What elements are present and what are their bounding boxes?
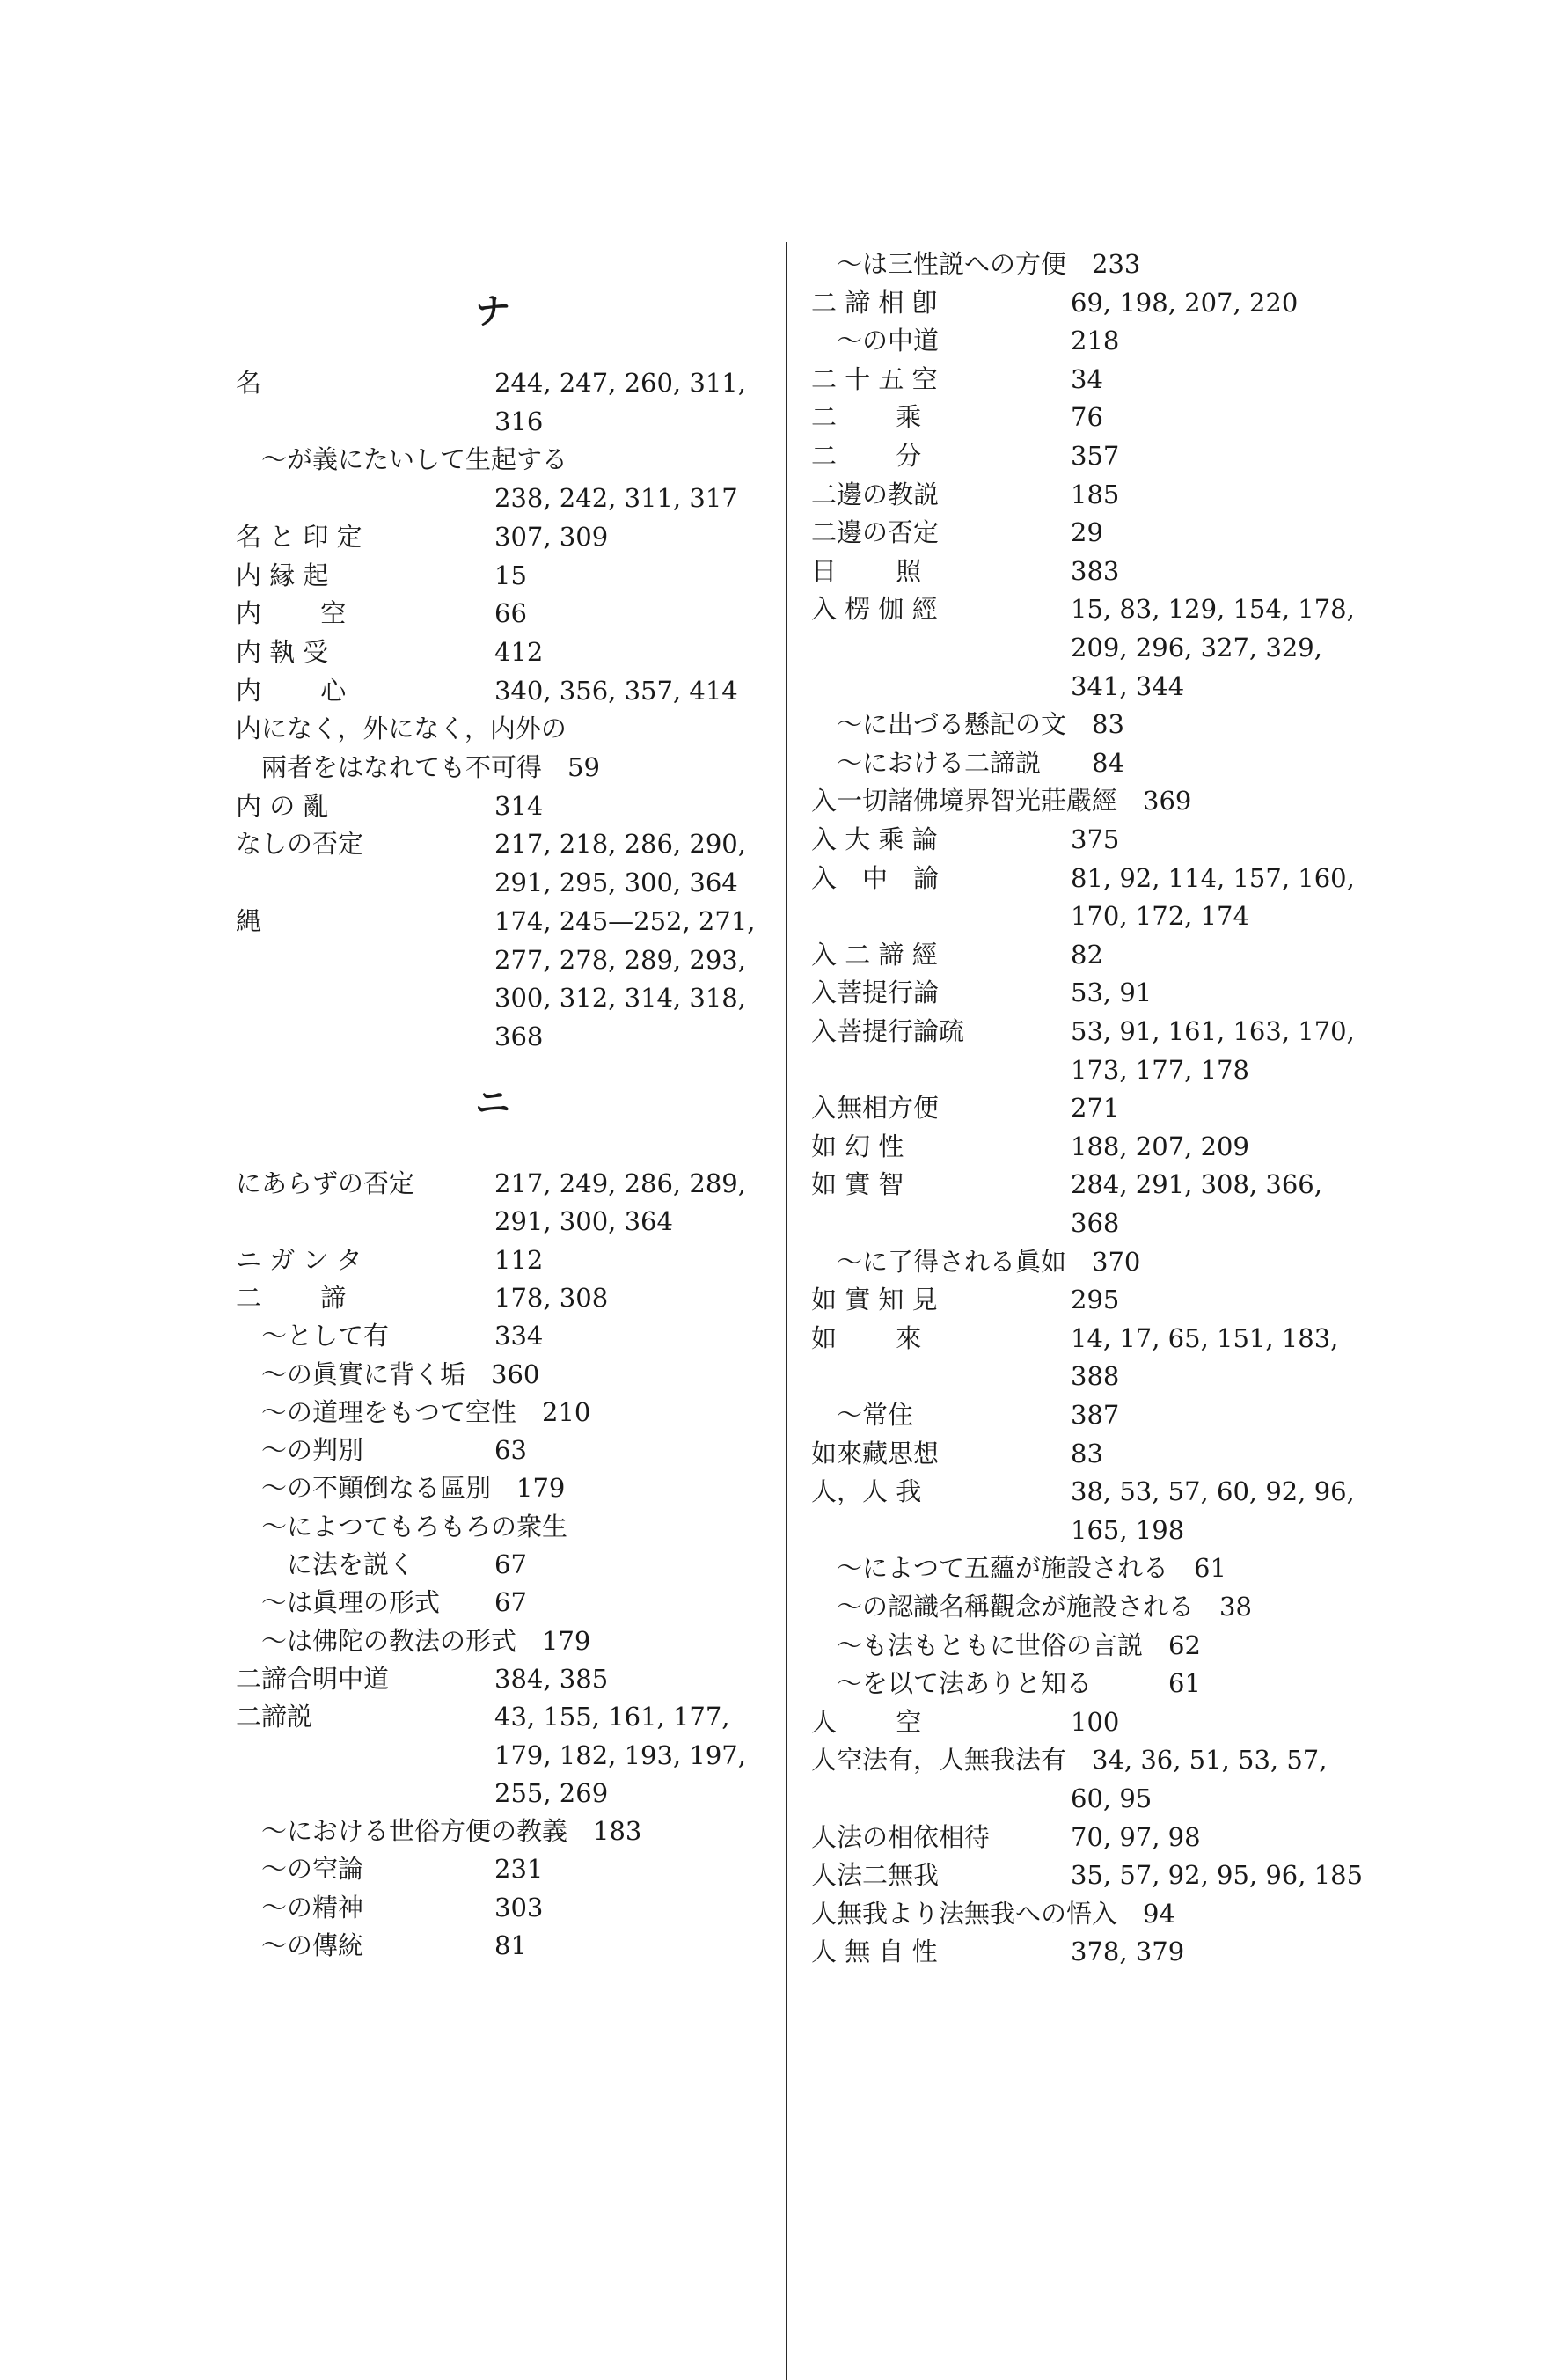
page-numbers: 368 [494, 1021, 544, 1051]
page-numbers: 69, 198, 207, 220 [1071, 287, 1299, 318]
index-term: 縄 [236, 905, 262, 936]
index-term: ～に出づる懸記の文 83 [811, 709, 1124, 740]
index-term: ～の道理をもつて空性 210 [236, 1396, 591, 1427]
page-numbers: 112 [494, 1244, 544, 1275]
page-numbers: 81 [494, 1930, 527, 1960]
index-term: 如 實 智 [811, 1169, 904, 1200]
index-term: 入無相方便 [811, 1093, 940, 1124]
page-numbers: 291, 300, 364 [494, 1206, 673, 1237]
page-numbers: 67 [494, 1549, 527, 1579]
page-numbers: 76 [1071, 402, 1103, 433]
page-numbers: 291, 295, 300, 364 [494, 868, 738, 898]
page-numbers: 53, 91, 161, 163, 170, [1071, 1016, 1355, 1046]
page-numbers: 38, 53, 57, 60, 92, 96, [1071, 1476, 1355, 1507]
index-term: に法を説く [236, 1549, 415, 1579]
index-term: ～によつてもろもろの衆生 [236, 1511, 568, 1542]
page-numbers: 255, 269 [494, 1777, 609, 1808]
section-heading-na: ナ [475, 290, 510, 332]
page-numbers: 231 [494, 1854, 544, 1885]
index-term: 名 [236, 368, 262, 398]
page-numbers: 388 [1071, 1361, 1120, 1392]
page-numbers: 244, 247, 260, 311, [494, 368, 746, 398]
index-term: 入 大 乘 論 [811, 824, 938, 854]
index-term: ～に了得される眞如 370 [811, 1246, 1141, 1277]
page-numbers: 314 [494, 790, 544, 821]
index-term: ～によつて五蘊が施設される 61 [811, 1553, 1226, 1584]
index-term: 二 諦 相 卽 [811, 287, 938, 318]
page-numbers: 387 [1071, 1400, 1120, 1430]
page-numbers: 29 [1071, 517, 1103, 548]
page-numbers: 316 [494, 406, 544, 436]
index-term: ～の中道 [811, 326, 940, 356]
index-term: 二 分 [811, 441, 922, 471]
page-numbers: 100 [1071, 1706, 1120, 1737]
index-term: 人空法有，人無我法有 34, 36, 51, 53, 57, [811, 1745, 1328, 1776]
index-term: 二 諦 [236, 1282, 347, 1313]
page-numbers: 277, 278, 289, 293, [494, 944, 746, 975]
index-term: ～における二諦説 84 [811, 747, 1124, 778]
page-numbers: 300, 312, 314, 318, [494, 983, 746, 1014]
index-term: 内 執 受 [236, 636, 329, 667]
index-term: 二邊の教説 [811, 479, 940, 509]
index-term: 日 照 [811, 555, 922, 586]
page-numbers: 70, 97, 98 [1071, 1821, 1201, 1852]
page-numbers: 384, 385 [494, 1663, 609, 1694]
page-numbers: 174, 245—252, 271, [494, 905, 756, 936]
page-numbers: 412 [494, 636, 544, 667]
index-term: 名 と 印 定 [236, 521, 362, 552]
index-term: ～の傳統 [236, 1930, 364, 1960]
page-numbers: 14, 17, 65, 151, 183, [1071, 1322, 1339, 1353]
index-term: 如 實 知 見 [811, 1285, 938, 1315]
page-numbers: 82 [1071, 939, 1103, 970]
index-term: ～は三性説への方便 233 [811, 249, 1141, 279]
index-term: ～は佛陀の教法の形式 179 [236, 1625, 591, 1656]
page-numbers: 217, 249, 286, 289, [494, 1168, 746, 1198]
page-numbers: 295 [1071, 1285, 1120, 1315]
index-term: 内 縁 起 [236, 560, 329, 590]
index-term: 人 空 [811, 1706, 922, 1737]
index-term: ～の認識名稱觀念が施設される 38 [811, 1592, 1252, 1622]
index-term: ニ ガ ン タ [236, 1244, 362, 1275]
index-term: 入 楞 伽 經 [811, 594, 938, 625]
page-numbers: 53, 91 [1071, 978, 1153, 1008]
page-numbers: 383 [1071, 555, 1120, 586]
page-numbers: 63 [494, 1435, 527, 1466]
index-term: ～が義にたいして生起する [236, 444, 568, 475]
index-term: 二 十 五 空 [811, 363, 938, 394]
index-term: 二諦説 [236, 1702, 313, 1732]
page-numbers: 217, 218, 286, 290, [494, 829, 746, 860]
index-term: 如 幻 性 [811, 1131, 904, 1161]
page-numbers: 334 [494, 1321, 544, 1351]
index-term: 人法二無我 [811, 1860, 940, 1891]
index-term: 二諦合明中道 [236, 1663, 390, 1694]
index-term: 人無我より法無我への悟入 94 [811, 1898, 1175, 1929]
index-term: 二 乘 [811, 402, 922, 433]
index-term: 二邊の否定 [811, 517, 940, 548]
index-term: 内 空 [236, 598, 347, 629]
page-numbers: 60, 95 [1071, 1783, 1153, 1813]
page-numbers: 81, 92, 114, 157, 160, [1071, 862, 1355, 893]
index-term: ～も法もともに世俗の言説 62 [811, 1629, 1201, 1660]
page-numbers: 165, 198 [1071, 1514, 1185, 1545]
index-term: 如來藏思想 [811, 1438, 940, 1468]
page-numbers: 67 [494, 1587, 527, 1618]
page-numbers: 375 [1071, 824, 1120, 854]
index-term: ～常住 [811, 1400, 914, 1430]
page-numbers: 357 [1071, 441, 1120, 471]
index-term: 兩者をはなれても不可得 59 [236, 752, 600, 782]
page-numbers: 340, 356, 357, 414 [494, 675, 738, 706]
index-term: 人，人 我 [811, 1476, 922, 1507]
page-numbers: 341, 344 [1071, 670, 1185, 701]
page-numbers: 179, 182, 193, 197, [494, 1739, 746, 1770]
page-numbers: 83 [1071, 1438, 1103, 1468]
index-term: 内になく，外になく，内外の [236, 714, 567, 744]
index-term: にあらずの否定 [236, 1168, 415, 1198]
page-numbers: 178, 308 [494, 1282, 609, 1313]
page-numbers: 35, 57, 92, 95, 96, 185 [1071, 1860, 1364, 1891]
index-term: ～の判別 [236, 1435, 364, 1466]
page-numbers: 303 [494, 1892, 544, 1922]
index-term: ～として有 [236, 1321, 390, 1351]
page-numbers: 238, 242, 311, 317 [494, 483, 738, 514]
page-numbers: 209, 296, 327, 329, [1071, 633, 1322, 663]
page-numbers: 170, 172, 174 [1071, 901, 1249, 932]
page-numbers: 368 [1071, 1208, 1120, 1238]
page-numbers: 43, 155, 161, 177, [494, 1702, 730, 1732]
index-term: 入 中 論 [811, 862, 940, 893]
page-numbers: 34 [1071, 363, 1103, 394]
page-numbers: 307, 309 [494, 521, 609, 552]
index-term: ～の不顚倒なる區別 179 [236, 1473, 566, 1504]
page-numbers: 15, 83, 129, 154, 178, [1071, 594, 1355, 625]
index-term: 人 無 自 性 [811, 1937, 938, 1967]
page-numbers: 271 [1071, 1093, 1120, 1124]
page-numbers: 188, 207, 209 [1071, 1131, 1249, 1161]
index-term: 人法の相依相待 [811, 1821, 991, 1852]
index-term: ～の眞實に背く垢 360 [236, 1358, 540, 1389]
column-divider [786, 242, 787, 2380]
index-term: 入 二 諦 經 [811, 939, 938, 970]
page-numbers: 185 [1071, 479, 1120, 509]
index-term: 内 心 [236, 675, 347, 706]
index-term: 入菩提行論疏 [811, 1016, 965, 1046]
index-term: 内 の 亂 [236, 790, 329, 821]
index-term: 入一切諸佛境界智光莊嚴經 369 [811, 786, 1192, 817]
page-numbers: 378, 379 [1071, 1937, 1185, 1967]
index-term: ～は眞理の形式 [236, 1587, 441, 1618]
index-term: なしの否定 [236, 829, 364, 860]
page-numbers: 66 [494, 598, 527, 629]
index-term: ～の空論 [236, 1854, 364, 1885]
page-numbers: 284, 291, 308, 366, [1071, 1169, 1322, 1200]
page-numbers: 218 [1071, 326, 1120, 356]
index-term: ～を以て法ありと知る 61 [811, 1668, 1201, 1699]
section-heading-ni: ニ [475, 1082, 510, 1124]
index-term: ～の精神 [236, 1892, 364, 1922]
page-numbers: 15 [494, 560, 527, 590]
index-term: ～における世俗方便の教義 183 [236, 1816, 642, 1847]
index-term: 如 來 [811, 1322, 922, 1353]
page-numbers: 173, 177, 178 [1071, 1054, 1249, 1085]
index-term: 入菩提行論 [811, 978, 940, 1008]
